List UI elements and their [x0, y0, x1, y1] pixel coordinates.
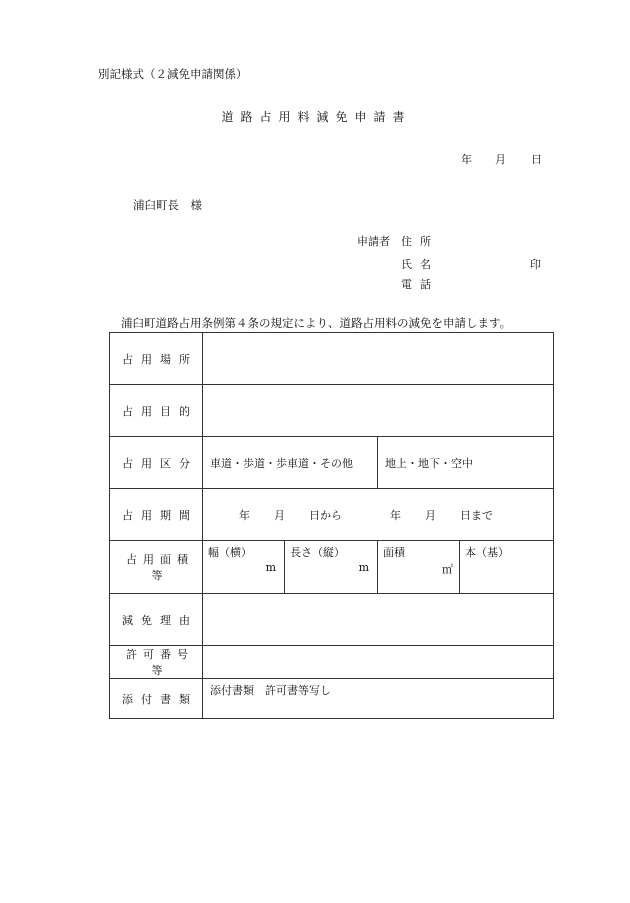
- category-label: 占用区分: [110, 437, 203, 489]
- form-label: 別記様式（２減免申請関係）: [98, 67, 248, 81]
- period-from: 日から: [309, 508, 342, 522]
- permit-label: 許可番号等: [110, 646, 203, 679]
- row-attachment: [110, 679, 554, 719]
- area-label: 占用面積等: [110, 541, 203, 594]
- purpose-field[interactable]: [203, 385, 554, 437]
- place-field[interactable]: [203, 333, 554, 385]
- row-period: [110, 489, 554, 541]
- period-field[interactable]: [203, 489, 554, 541]
- reason-label: 減免理由: [110, 594, 203, 646]
- period-month-2: 月: [425, 508, 436, 522]
- purpose-label: 占用目的: [110, 385, 203, 437]
- row-purpose: [110, 385, 554, 437]
- count-cell[interactable]: [460, 541, 554, 594]
- row-category: [110, 437, 554, 489]
- area-sq-unit: ㎡: [442, 563, 453, 576]
- intro-statement: 浦臼町道路占用条例第４条の規定により、道路占用料の減免を申請します。: [121, 316, 512, 330]
- applicant-address-label: 住所: [401, 235, 439, 248]
- length-unit: m: [358, 561, 369, 574]
- applicant-name-label: 氏名: [401, 258, 439, 271]
- row-permit: [110, 646, 554, 679]
- length-cell[interactable]: [285, 541, 378, 594]
- length-label: 長さ（縦）: [290, 546, 345, 559]
- date-year-label: 年: [461, 153, 472, 166]
- period-year-1: 年: [239, 508, 250, 522]
- width-cell[interactable]: [203, 541, 285, 594]
- reason-field[interactable]: [203, 594, 554, 646]
- date-month-label: 月: [495, 153, 506, 166]
- addressee: 浦臼町長 様: [133, 198, 202, 212]
- period-month-1: 月: [274, 508, 285, 522]
- period-year-2: 年: [390, 508, 401, 522]
- attachment-field[interactable]: 添付書類 許可書等写し: [203, 679, 554, 719]
- width-label: 幅（横）: [208, 546, 252, 559]
- count-label: 本（基）: [465, 546, 509, 559]
- document-title: 道路占用料減免申請書: [221, 110, 412, 124]
- area-sq-cell[interactable]: [378, 541, 460, 594]
- applicant-label: 申請者: [357, 235, 390, 248]
- place-label: 占用場所: [110, 333, 203, 385]
- period-until: 日まで: [460, 508, 493, 522]
- attachment-label: 添付書類: [110, 679, 203, 719]
- date-day-label: 日: [531, 153, 542, 166]
- row-place: [110, 333, 554, 385]
- seal-label: 印: [530, 258, 541, 271]
- application-table: [109, 332, 554, 719]
- category-road-options[interactable]: 車道・歩道・歩車道・その他: [203, 437, 378, 489]
- area-sq-label: 面積: [383, 546, 405, 559]
- period-label: 占用期間: [110, 489, 203, 541]
- permit-field[interactable]: [203, 646, 554, 679]
- row-area: [110, 541, 554, 594]
- width-unit: m: [265, 561, 276, 574]
- category-level-options[interactable]: 地上・地下・空中: [378, 437, 554, 489]
- applicant-phone-label: 電話: [401, 278, 439, 291]
- row-reason: [110, 594, 554, 646]
